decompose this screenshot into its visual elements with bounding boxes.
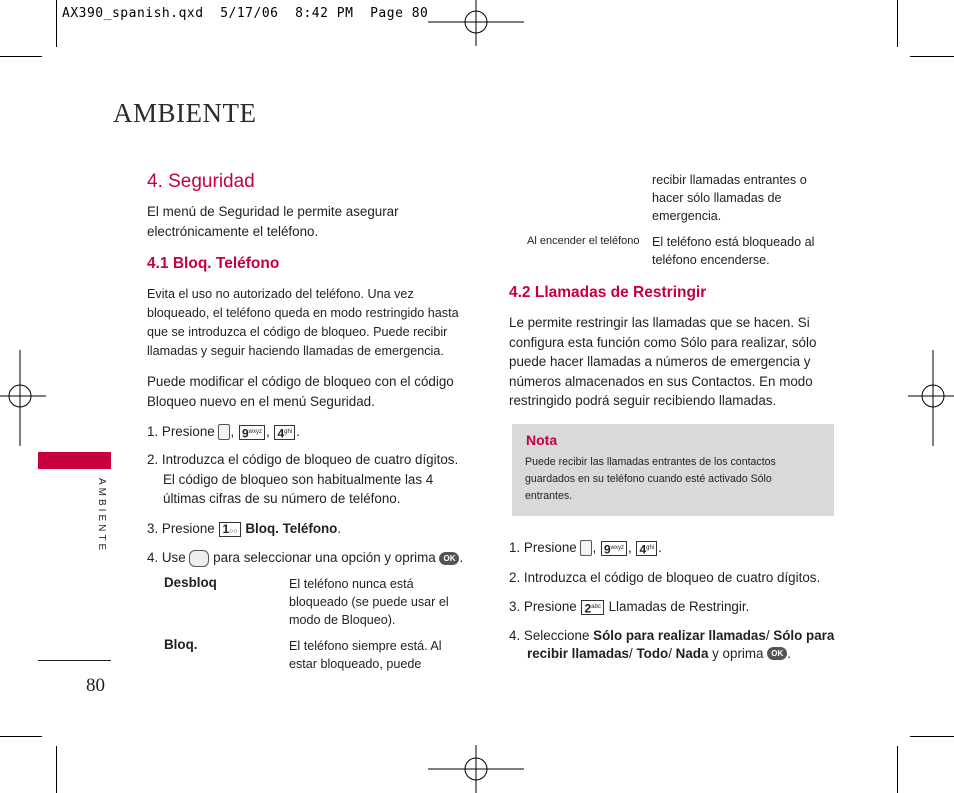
crop-mark [56,746,57,793]
key-4-icon: $4^{ghi}$ [636,541,657,556]
crop-mark [0,56,42,57]
menu-key-icon [580,540,592,556]
step-2-right: 2. Introduzca el código de bloqueo de cuatro dígitos. [509,570,821,585]
note-text: Puede recibir las llamadas entrantes de los contactos guardados en su teléfono cuando esté activado Sólo entrantes. [525,456,776,502]
option-desc-bloq: El teléfono siempre está. Al estar bloqueado, puede [289,639,442,671]
registration-mark-top [428,0,524,46]
step-1-right: 1. Presione , $9^{wxyz}$ , $4^{ghi}$ . [509,540,662,557]
para-bloqueo: Evita el uso no autorizado del teléfono. Una vez bloqueado, el teléfono queda en modo restringido hasta que se introduzca el código de bloqueo. Puede recibir llamadas y seguir haciendo llamadas de emergencia. [147,287,459,358]
crop-mark [897,0,898,47]
ok-key-icon: OK [439,552,459,565]
side-tab [38,452,111,469]
registration-mark-right [908,350,954,446]
step-4-right: 4. Seleccione Sólo para realizar llamadas/ Sólo para recibir llamadas/ Todo/ Nada y oprima OK . [509,628,835,661]
crop-mark [897,746,898,793]
print-slug: AX390_spanish.qxd 5/17/06 8:42 PM Page 80 [62,6,429,21]
subheading-bloq-telefono: 4.1 Bloq. Teléfono [147,255,280,272]
crop-mark [56,0,57,47]
option-term-al-encender: Al encender el teléfono [527,235,640,247]
option-desc-al-encender: El teléfono está bloqueado al teléfono encenderse. [652,235,815,267]
option-desc-bloq-cont: recibir llamadas entrantes o hacer sólo llamadas de emergencia. [652,173,807,223]
ok-key-icon: OK [767,647,787,660]
page-number: 80 [86,675,105,696]
key-2-icon: $2^{abc}$ [581,600,603,615]
crop-mark [910,56,954,57]
para-modificar: Puede modificar el código de bloqueo con el código Bloqueo nuevo en el menú Seguridad. [147,374,454,409]
side-tab-label: AMBIENTE [96,478,107,554]
key-1-icon: 1○○ [219,522,240,537]
nav-key-icon [189,550,209,567]
option-term-desbloq: Desbloq [164,575,217,590]
step-1-left: 1. Presione , $9^{wxyz}$ , $4^{ghi}$ . [147,424,300,441]
key-9-icon: $9^{wxyz}$ [239,425,265,440]
step-4-left: 4. Use para seleccionar una opción y oprima OK . [147,550,464,565]
side-divider [38,660,111,661]
step-3-left: 3. Presione 1○○ Bloq. Teléfono. [147,521,342,536]
option-term-bloq: Bloq. [164,637,198,652]
key-9-icon: $9^{wxyz}$ [601,541,627,556]
option-desc-desbloq: El teléfono nunca está bloqueado (se puede usar el modo de Bloqueo). [289,577,449,627]
step-2-left: 2. Introduzca el código de bloqueo de cuatro dígitos. El código de bloqueo son habitualmente las 4 últimas cifras de su número de teléfono. [147,452,459,506]
note-title: Nota [526,432,558,448]
intro-text: El menú de Seguridad le permite asegurar electrónicamente el teléfono. [147,204,399,239]
step-3-right: 3. Presione $2^{abc}$ Llamadas de Restringir. [509,599,750,616]
registration-mark-bottom [428,745,524,793]
registration-mark-left [0,350,46,446]
key-4-icon: $4^{ghi}$ [274,425,295,440]
heading-seguridad: 4. Seguridad [147,171,255,192]
section-title: AMBIENTE [113,98,257,128]
crop-mark [910,736,954,737]
subheading-llamadas-restringir: 4.2 Llamadas de Restringir [509,284,707,301]
para-restringir: Le permite restringir las llamadas que se hacen. Si configura esta función como Sólo para realizar, sólo puede hacer llamadas a números de emergencia y números almacenados en sus Contactos. En modo restringido podrá seguir recibiendo llamadas. [509,315,817,408]
note-box [512,424,834,516]
crop-mark [0,736,42,737]
menu-key-icon [218,424,230,440]
